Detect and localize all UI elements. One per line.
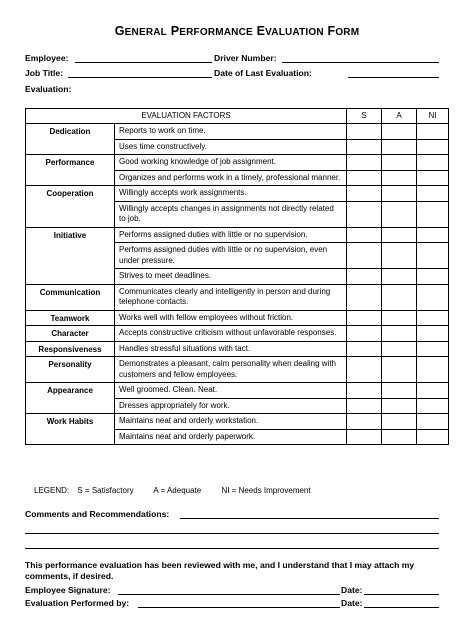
col-evaluation-factors: EVALUATION FACTORS xyxy=(26,109,347,124)
rating-a-cell[interactable] xyxy=(382,357,417,383)
rating-ni-cell[interactable] xyxy=(417,341,449,357)
rating-a-cell[interactable] xyxy=(382,310,417,326)
rating-s-cell[interactable] xyxy=(347,170,382,186)
factor-communication: Communication xyxy=(26,284,115,310)
rating-a-cell[interactable] xyxy=(382,170,417,186)
criterion: Dresses appropriately for work. xyxy=(115,398,347,414)
criterion: Works well with fellow employees without friction. xyxy=(115,310,347,326)
job-title-label: Job Title: xyxy=(25,68,64,78)
last-evaluation-field[interactable] xyxy=(348,77,439,78)
rating-ni-cell[interactable] xyxy=(417,201,449,227)
rating-a-cell[interactable] xyxy=(382,383,417,399)
employee-signature-line[interactable] xyxy=(118,594,340,595)
criterion: Maintains neat and orderly workstation. xyxy=(115,414,347,430)
rating-a-cell[interactable] xyxy=(382,284,417,310)
rating-a-cell[interactable] xyxy=(382,429,417,445)
rating-ni-cell[interactable] xyxy=(417,383,449,399)
rating-s-cell[interactable] xyxy=(347,139,382,155)
comments-label: Comments and Recommendations: xyxy=(25,509,170,519)
performed-by-label: Evaluation Performed by: xyxy=(25,598,130,608)
criterion: Well groomed. Clean. Neat. xyxy=(115,383,347,399)
job-title-field[interactable] xyxy=(68,77,212,78)
table-row xyxy=(26,227,449,243)
rating-ni-cell[interactable] xyxy=(417,398,449,414)
rating-s-cell[interactable] xyxy=(347,269,382,285)
rating-s-cell[interactable] xyxy=(347,326,382,342)
employee-label: Employee: xyxy=(25,53,69,63)
rating-a-cell[interactable] xyxy=(382,201,417,227)
criterion: Maintains neat and orderly paperwork. xyxy=(115,429,347,445)
rating-a-cell[interactable] xyxy=(382,341,417,357)
rating-a-cell[interactable] xyxy=(382,139,417,155)
table-row xyxy=(26,326,449,342)
criterion: Willingly accepts work assignments. xyxy=(115,186,347,202)
date-line[interactable] xyxy=(364,607,439,608)
criterion: Good working knowledge of job assignment. xyxy=(115,155,347,171)
rating-a-cell[interactable] xyxy=(382,124,417,140)
col-s: S xyxy=(347,109,382,124)
rating-ni-cell[interactable] xyxy=(417,139,449,155)
rating-ni-cell[interactable] xyxy=(417,326,449,342)
rating-ni-cell[interactable] xyxy=(417,186,449,202)
criterion: Communicates clearly and intelligently in person and during telephone contacts. xyxy=(115,284,347,310)
legend-s: S = Satisfactory xyxy=(77,486,134,495)
table-row xyxy=(26,186,449,202)
evaluation-factors-table xyxy=(25,108,449,445)
factor-work-habits: Work Habits xyxy=(26,414,115,445)
factor-personality: Personality xyxy=(26,357,115,383)
rating-s-cell[interactable] xyxy=(347,414,382,430)
employee-signature-label: Employee Signature: xyxy=(25,585,111,595)
rating-ni-cell[interactable] xyxy=(417,124,449,140)
date-line[interactable] xyxy=(364,594,439,595)
rating-s-cell[interactable] xyxy=(347,124,382,140)
title-part: G xyxy=(114,24,125,38)
factor-cooperation: Cooperation xyxy=(26,186,115,228)
rating-a-cell[interactable] xyxy=(382,243,417,269)
table-row xyxy=(26,155,449,171)
title-part: VALUATION xyxy=(265,27,324,38)
date-label: Date: xyxy=(341,585,363,595)
criterion: Strives to meet deadlines. xyxy=(115,269,347,285)
rating-s-cell[interactable] xyxy=(347,357,382,383)
factor-character: Character xyxy=(26,326,115,342)
table-row xyxy=(26,341,449,357)
rating-ni-cell[interactable] xyxy=(417,284,449,310)
criterion: Accepts constructive criticism without unfavorable responses. xyxy=(115,326,347,342)
criterion: Uses time constructively. xyxy=(115,139,347,155)
table-row xyxy=(26,414,449,430)
rating-ni-cell[interactable] xyxy=(417,429,449,445)
rating-ni-cell[interactable] xyxy=(417,310,449,326)
col-a: A xyxy=(382,109,417,124)
factor-dedication: Dedication xyxy=(26,124,115,155)
rating-s-cell[interactable] xyxy=(347,201,382,227)
rating-ni-cell[interactable] xyxy=(417,414,449,430)
rating-ni-cell[interactable] xyxy=(417,170,449,186)
rating-s-cell[interactable] xyxy=(347,186,382,202)
col-ni: NI xyxy=(417,109,449,124)
factor-teamwork: Teamwork xyxy=(26,310,115,326)
criterion: Performs assigned duties with little or no supervision, even under pressure. xyxy=(115,243,347,269)
date-label: Date: xyxy=(341,598,363,608)
criterion: Reports to work on time. xyxy=(115,124,347,140)
rating-ni-cell[interactable] xyxy=(417,269,449,285)
factor-performance: Performance xyxy=(26,155,115,186)
rating-ni-cell[interactable] xyxy=(417,357,449,383)
factor-responsiveness: Responsiveness xyxy=(26,341,115,357)
rating-s-cell[interactable] xyxy=(347,227,382,243)
table-row xyxy=(26,124,449,140)
rating-a-cell[interactable] xyxy=(382,414,417,430)
rating-a-cell[interactable] xyxy=(382,186,417,202)
criterion: Organizes and performs work in a timely, professional manner. xyxy=(115,170,347,186)
rating-ni-cell[interactable] xyxy=(417,243,449,269)
acknowledgement-text: This performance evaluation has been reviewed with me, and I understand that I may attach my comments, if desired. xyxy=(25,560,415,581)
rating-a-cell[interactable] xyxy=(382,398,417,414)
table-row xyxy=(26,284,449,310)
legend xyxy=(34,486,329,495)
criterion: Demonstrates a pleasant, calm personality when dealing with customers and fellow employees. xyxy=(115,357,347,383)
rating-s-cell[interactable] xyxy=(347,383,382,399)
form-title xyxy=(0,24,474,38)
driver-number-label: Driver Number: xyxy=(214,53,277,63)
table-row xyxy=(26,357,449,383)
title-part: ENERAL xyxy=(124,27,167,38)
rating-ni-cell[interactable] xyxy=(417,227,449,243)
rating-a-cell[interactable] xyxy=(382,227,417,243)
rating-a-cell[interactable] xyxy=(382,269,417,285)
legend-title: LEGEND: xyxy=(34,486,70,495)
rating-s-cell[interactable] xyxy=(347,398,382,414)
criterion: Handles stressful situations with tact. xyxy=(115,341,347,357)
title-part: E xyxy=(256,24,266,38)
rating-s-cell[interactable] xyxy=(347,243,382,269)
comments-line[interactable] xyxy=(25,533,439,534)
evaluation-label: Evaluation: xyxy=(25,84,72,94)
performed-by-line[interactable] xyxy=(138,607,340,608)
rating-a-cell[interactable] xyxy=(382,326,417,342)
title-part: F xyxy=(327,24,336,38)
comments-line[interactable] xyxy=(25,548,439,549)
legend-ni: NI = Needs Improvement xyxy=(221,486,311,495)
factor-appearance: Appearance xyxy=(26,383,115,414)
rating-s-cell[interactable] xyxy=(347,310,382,326)
table-row xyxy=(26,383,449,399)
factor-initiative: Initiative xyxy=(26,227,115,284)
table-row xyxy=(26,310,449,326)
driver-number-field[interactable] xyxy=(282,62,439,63)
criterion: Performs assigned duties with little or no supervision. xyxy=(115,227,347,243)
employee-field[interactable] xyxy=(75,62,212,63)
title-part: ORM xyxy=(335,27,360,38)
comments-line[interactable] xyxy=(180,518,439,519)
title-part: P xyxy=(170,24,180,38)
rating-s-cell[interactable] xyxy=(347,155,382,171)
rating-s-cell[interactable] xyxy=(347,429,382,445)
rating-a-cell[interactable] xyxy=(382,155,417,171)
title-part: ERFORMANCE xyxy=(179,27,253,38)
rating-s-cell[interactable] xyxy=(347,341,382,357)
rating-ni-cell[interactable] xyxy=(417,155,449,171)
rating-s-cell[interactable] xyxy=(347,284,382,310)
legend-a: A = Adequate xyxy=(153,486,202,495)
criterion: Willingly accepts changes in assignments not directly related to job. xyxy=(115,201,347,227)
last-evaluation-label: Date of Last Evaluation: xyxy=(214,68,312,78)
